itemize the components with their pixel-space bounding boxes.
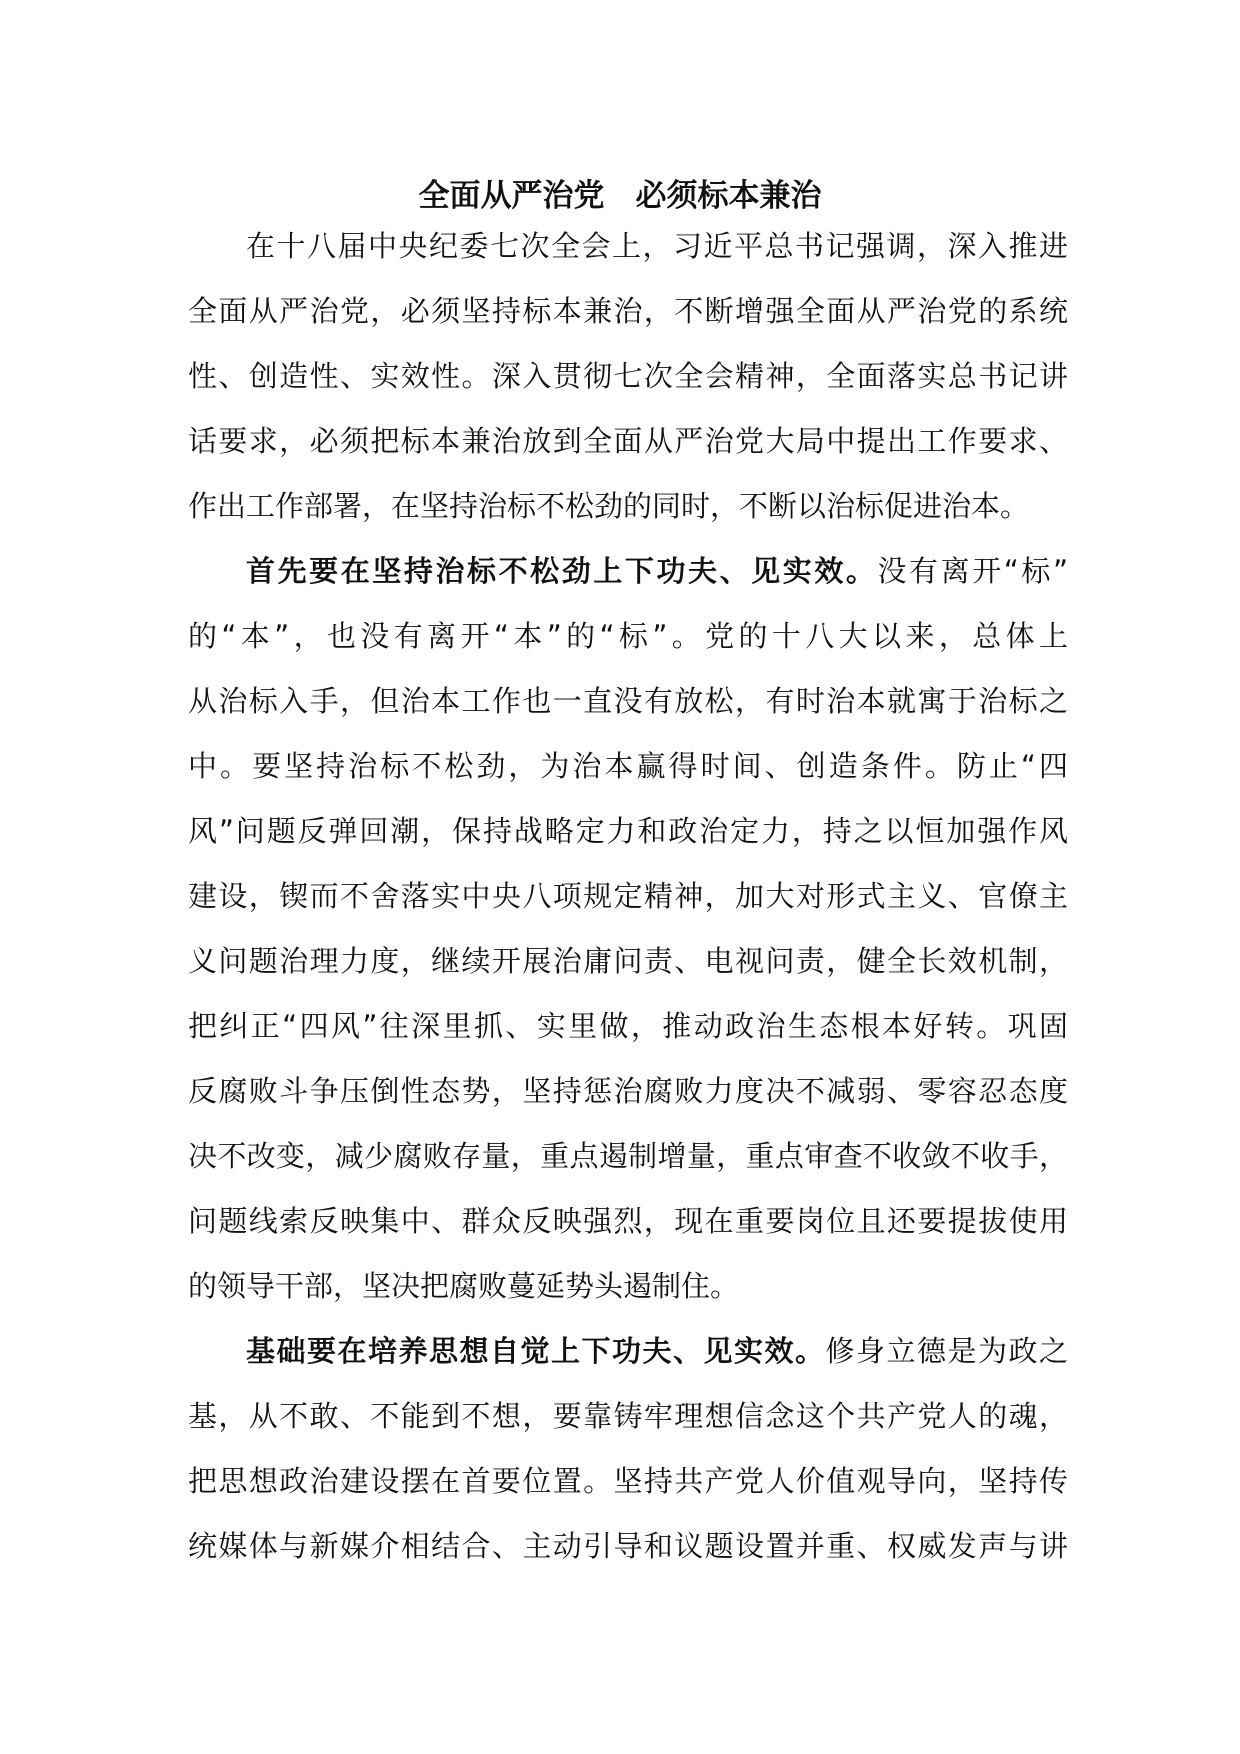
text-line: 建设，锲而不舍落实中央八项规定精神，加大对形式主义、官僚主	[188, 879, 1068, 913]
paragraph-lead: 基础要在培养思想自觉上下功夫、见实效。	[246, 1334, 826, 1368]
paragraph-lead: 首先要在坚持治标不松劲上下功夫、见实效。	[246, 554, 878, 588]
text-line	[188, 1319, 1068, 1384]
text-line: 反腐败斗争压倒性态势，坚持惩治腐败力度决不减弱、零容忍态度	[188, 1074, 1068, 1108]
lead-continuation: 修身立德是为政之	[825, 1334, 1068, 1368]
text-line: 基，从不敢、不能到不想，要靠铸牢理想信念这个共产党人的魂，	[188, 1399, 1068, 1433]
text-line: 性、创造性、实效性。深入贯彻七次全会精神，全面落实总书记讲	[188, 359, 1068, 393]
text-line: 在十八届中央纪委七次全会上，习近平总书记强调，深入推进	[246, 229, 1068, 263]
paragraph-3	[188, 1319, 1068, 1579]
text-line: 全面从严治党，必须坚持标本兼治，不断增强全面从严治党的系统	[188, 294, 1068, 328]
paragraph-1	[188, 214, 1068, 539]
text-line: 的“本”，也没有离开“本”的“标”。党的十八大以来，总体上	[188, 619, 1068, 653]
text-line: 中。要坚持治标不松劲，为治本赢得时间、创造条件。防止“四	[188, 749, 1068, 783]
text-line: 作出工作部署，在坚持治标不松劲的同时，不断以治标促进治本。	[188, 489, 1030, 523]
text-line: 把思想政治建设摆在首要位置。坚持共产党人价值观导向，坚持传	[188, 1464, 1068, 1498]
text-line	[188, 539, 1068, 604]
text-line: 决不改变，减少腐败存量，重点遏制增量，重点审查不收敛不收手，	[188, 1139, 1068, 1173]
document-title: 全面从严治党 必须标本兼治	[418, 178, 822, 214]
text-line: 问题线索反映集中、群众反映强烈，现在重要岗位且还要提拔使用	[188, 1204, 1068, 1238]
text-line: 风”问题反弹回潮，保持战略定力和政治定力，持之以恒加强作风	[188, 814, 1068, 848]
text-line: 从治标入手，但治本工作也一直没有放松，有时治本就寓于治标之	[188, 684, 1068, 718]
paragraph-2	[188, 539, 1068, 1319]
lead-continuation: 没有离开“标”	[877, 554, 1068, 588]
text-line: 的领导干部，坚决把腐败蔓延势头遏制住。	[188, 1269, 740, 1303]
text-line: 把纠正“四风”往深里抓、实里做，推动政治生态根本好转。巩固	[188, 1009, 1068, 1043]
text-line: 统媒体与新媒介相结合、主动引导和议题设置并重、权威发声与讲	[188, 1529, 1068, 1563]
text-line: 话要求，必须把标本兼治放到全面从严治党大局中提出工作要求、	[188, 424, 1068, 458]
text-line: 义问题治理力度，继续开展治庸问责、电视问责，健全长效机制，	[188, 944, 1068, 978]
